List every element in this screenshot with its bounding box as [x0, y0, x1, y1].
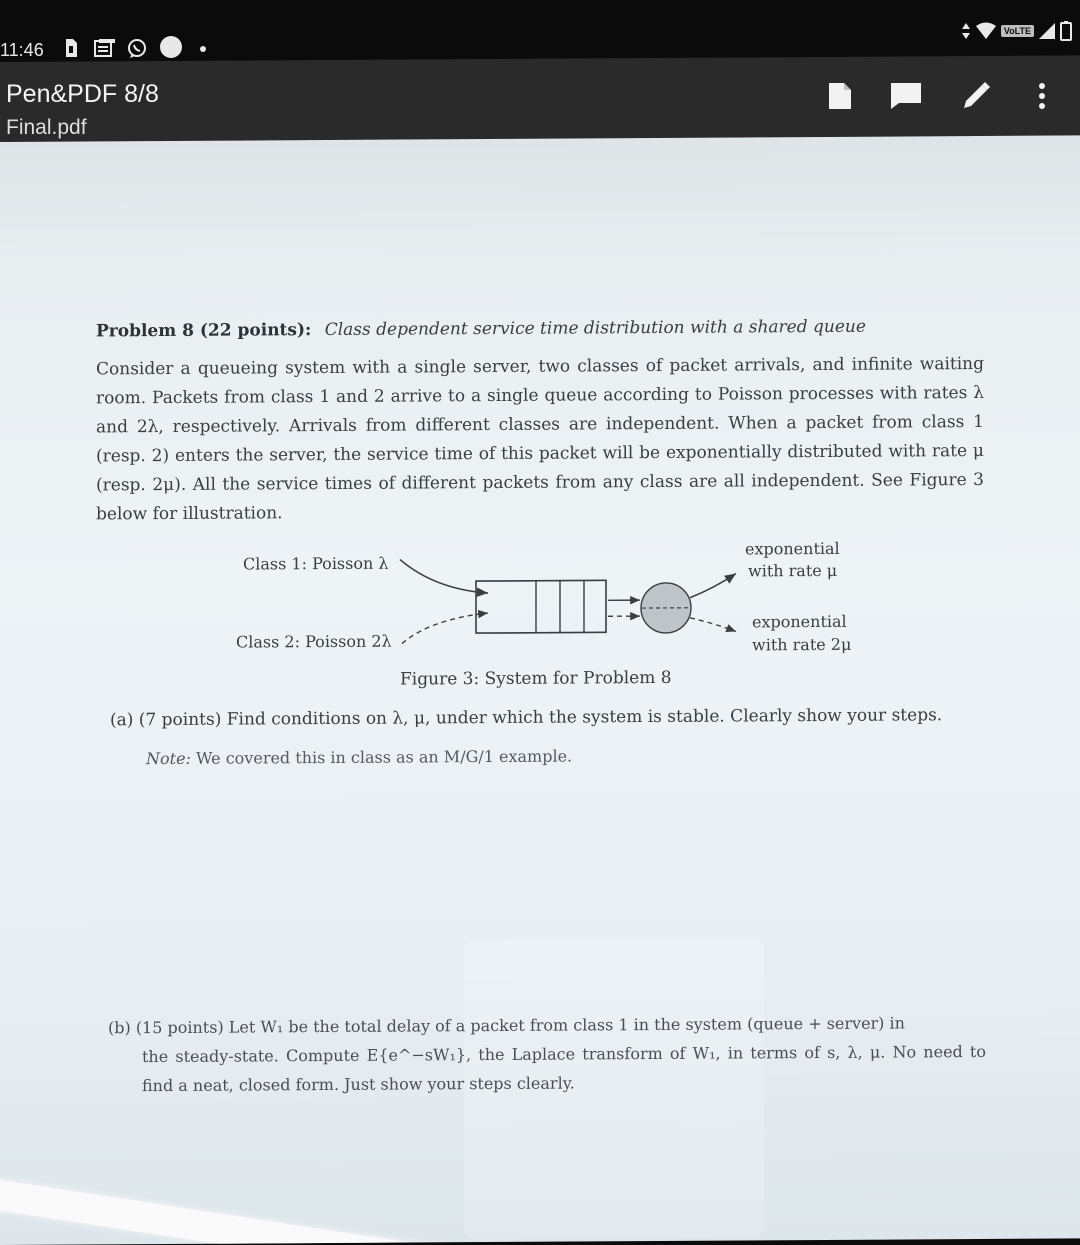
document-icon: [827, 81, 853, 111]
sim-icon: [64, 38, 78, 58]
out2-arrow: [690, 618, 736, 632]
out2-line1: exponential: [752, 611, 847, 632]
gallery-icon: [94, 38, 116, 58]
app-title: Pen&PDF 8/8: [6, 80, 159, 108]
system-icons: [961, 20, 1072, 42]
part-b: [108, 1008, 986, 1100]
pen-edit-button[interactable]: [956, 76, 996, 116]
class2-arrow: [402, 613, 488, 644]
class1-label: Class 1: Poisson λ: [243, 553, 389, 574]
note-label: Note:: [146, 748, 191, 769]
queue-buffer: [476, 580, 606, 633]
problem-title: [96, 317, 866, 342]
more-vert-icon: [1037, 81, 1047, 111]
document-button[interactable]: [820, 76, 860, 116]
problem-title-bold: Problem 8 (22 points):: [96, 320, 312, 342]
comment-icon: [889, 81, 923, 111]
figure-caption: Figure 3: System for Problem 8: [400, 667, 672, 690]
figure-3: [230, 527, 870, 661]
problem-paragraph: Consider a queueing system with a single server, two classes of packet arrivals, and infinite waiting room. Packets from class 1 and 2 arrive to a single queue according to Poisson processes with rates λ and 2λ, respectively. Arrivals from different classes are independent. When a packet from class 1 (resp. 2) enters the server, the service time of this packet will be exponentially distributed with rate μ (resp. 2μ). All the service times of different packets from any class are all independent. See Figure 3 below for illustration.: [96, 353, 984, 525]
out1-line2: with rate μ: [748, 560, 838, 581]
class2-label: Class 2: Poisson 2λ: [236, 631, 392, 652]
note-text: We covered this in class as an M/G/1 example.: [196, 746, 573, 768]
out1-line1: exponential: [745, 538, 840, 559]
file-name: Final.pdf: [6, 116, 87, 139]
problem-title-italic: Class dependent service time distribution with a shared queue: [324, 316, 866, 341]
part-b-rest: the steady-state. Compute E{e^−sW₁}, the Laplace transform of W₁, in terms of s, λ, μ. No need to find a neat, closed form. Just show your steps clearly.: [142, 1041, 986, 1096]
pdf-page[interactable]: [0, 135, 1080, 1245]
queue-diagram: [230, 527, 870, 661]
battery-icon: [1060, 21, 1072, 41]
more-options-button[interactable]: [1022, 76, 1062, 116]
part-a: (a) (7 points) Find conditions on λ, μ, under which the system is stable. Clearly show your steps.: [110, 705, 943, 731]
wifi-icon: [975, 22, 997, 40]
comment-button[interactable]: [886, 76, 926, 116]
status-time: 11:46: [0, 40, 44, 60]
class1-arrow: [400, 559, 488, 594]
network-badge: VoLTE: [1001, 25, 1034, 37]
dot-icon: [198, 44, 208, 54]
part-b-line1: (b) (15 points) Let W₁ be the total delay of a packet from class 1 in the system (queue + server) in: [108, 1013, 905, 1038]
page-corner-highlight: [0, 1177, 494, 1245]
data-arrows-icon: [961, 22, 971, 40]
whatsapp-icon: [126, 38, 148, 60]
signal-icon: [1038, 22, 1056, 40]
out2-line2: with rate 2μ: [752, 634, 852, 655]
part-a-note: [146, 747, 572, 769]
circle-notification-icon: [158, 34, 184, 60]
pen-edit-icon: [960, 80, 992, 112]
out1-arrow: [690, 574, 736, 598]
